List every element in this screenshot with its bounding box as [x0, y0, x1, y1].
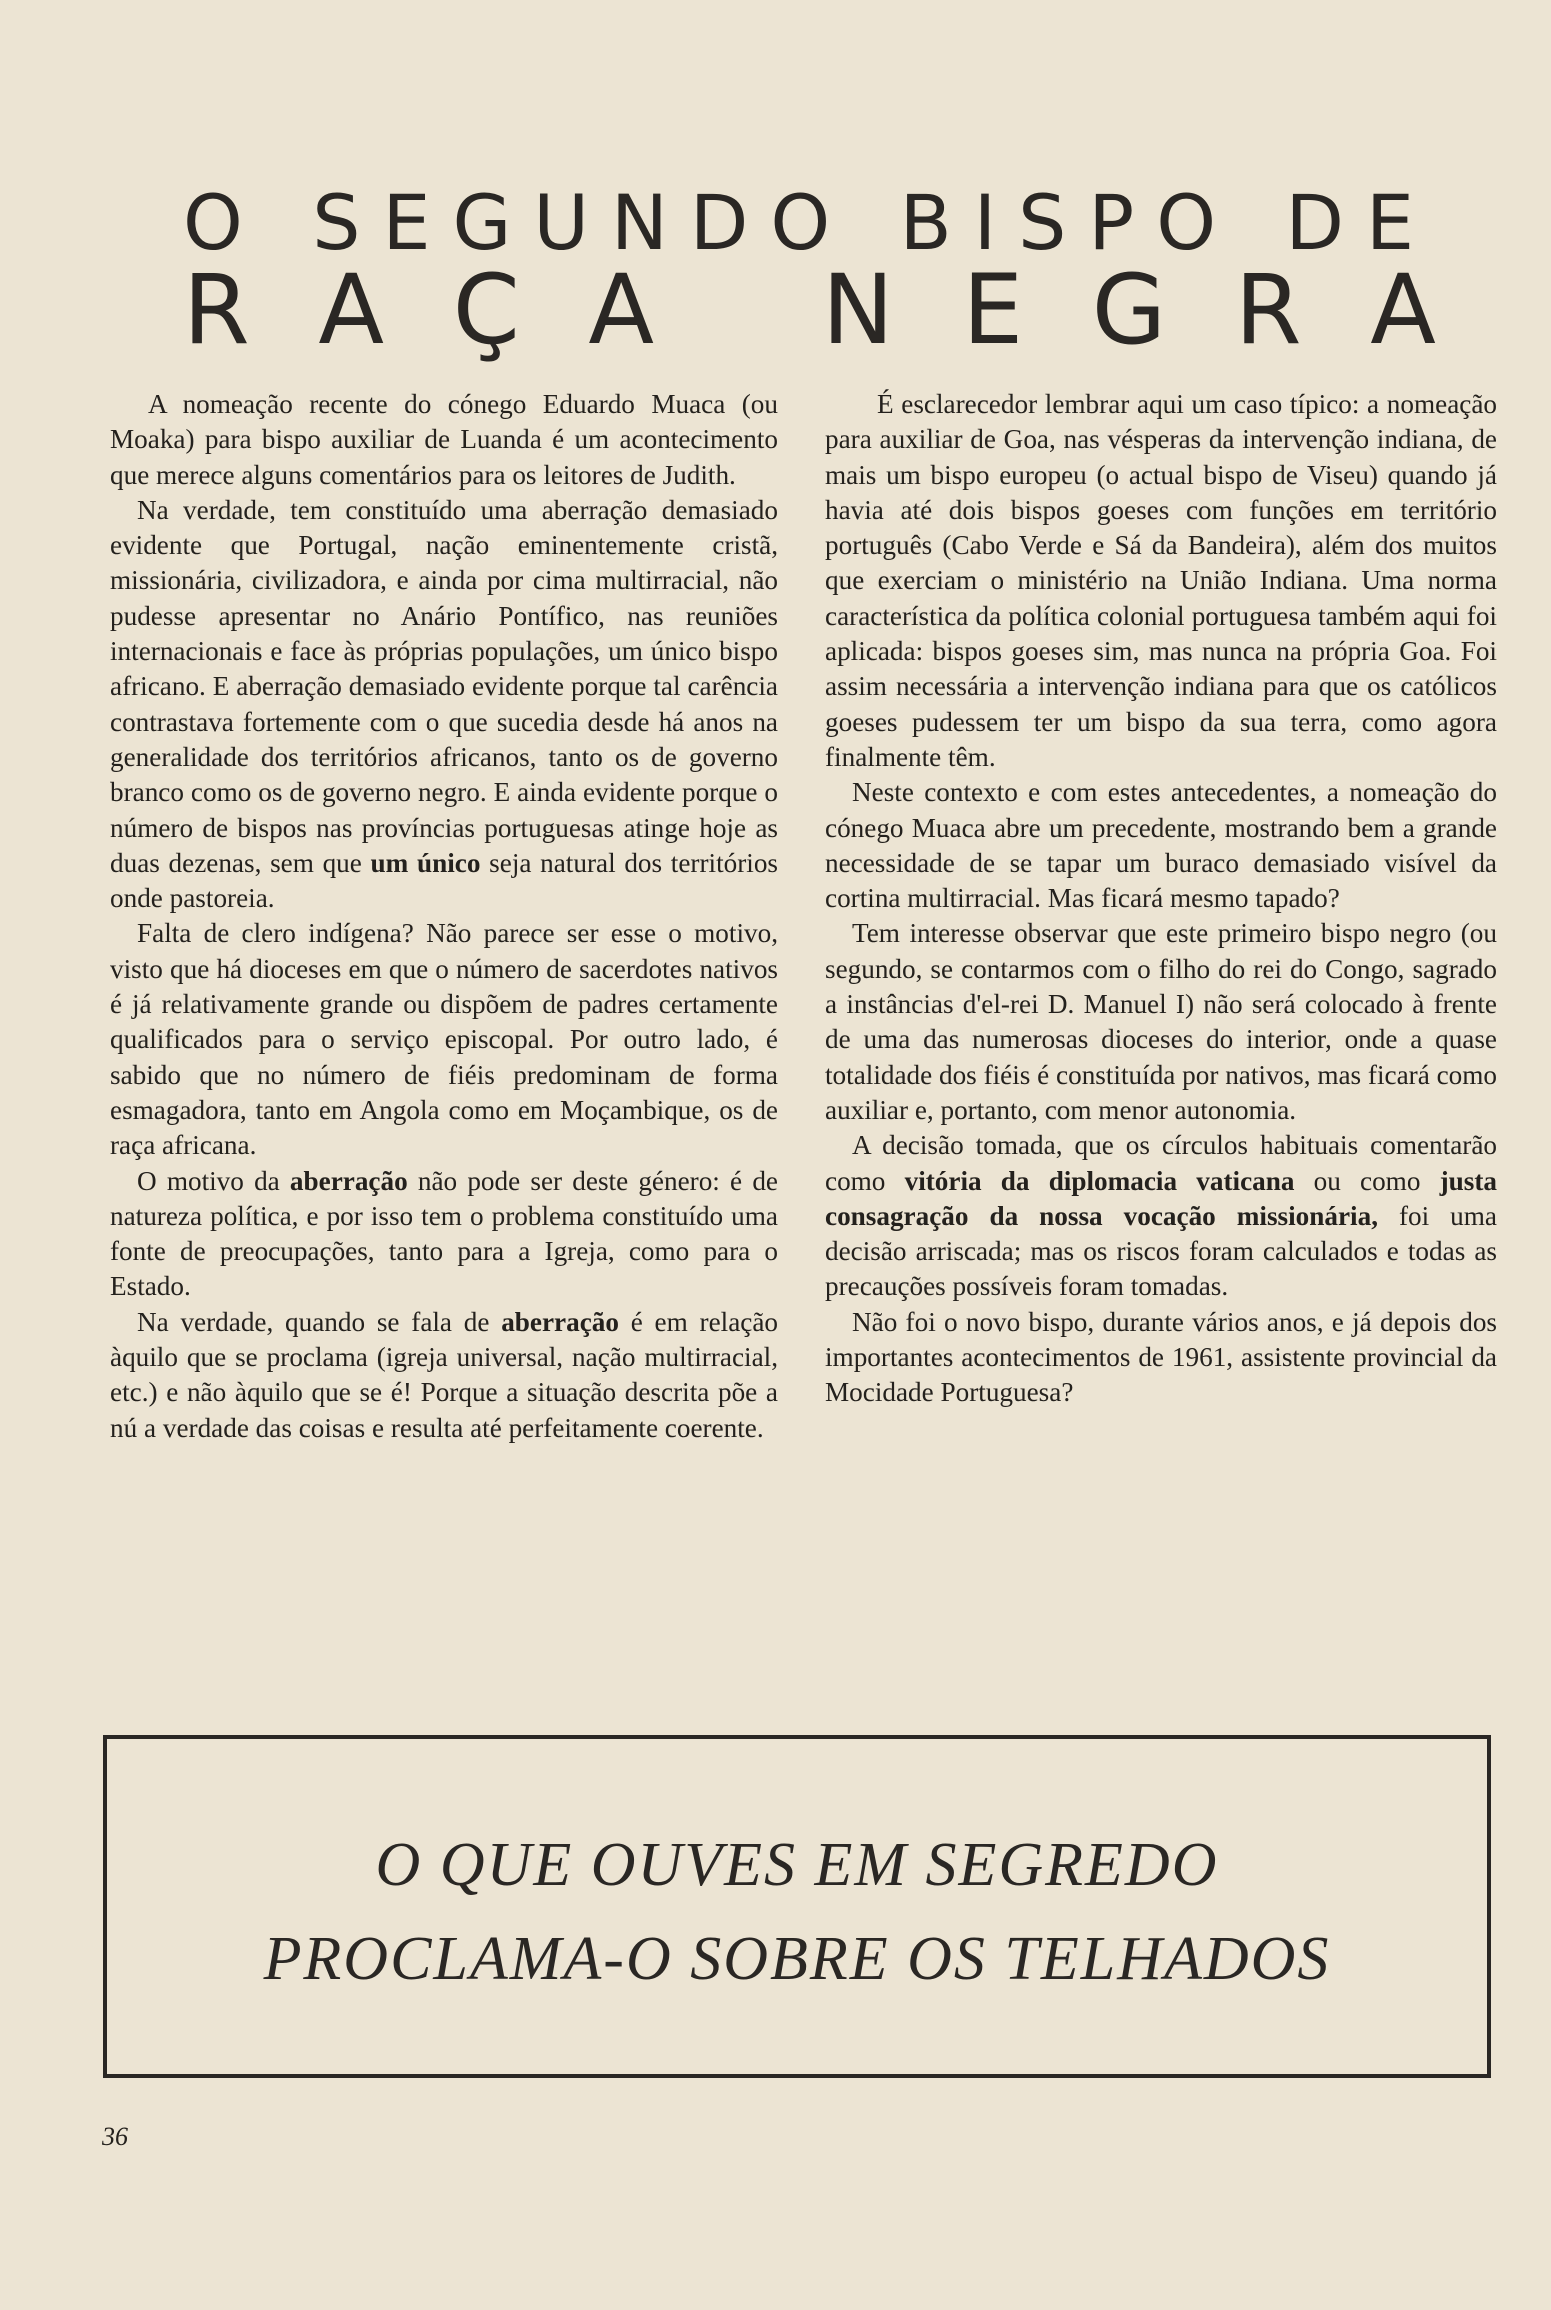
title-letter: E: [962, 254, 1024, 366]
left-column: [110, 387, 778, 1446]
title-letter: G: [1091, 254, 1167, 366]
paragraph-text: Na verdade, tem constituído uma aberração demasiado evidente que Portugal, nação eminentemente cristã, missionária, civilizadora, e ainda por cima multirracial, não pudesse apresentar no Anário Pontífico, nas reuniões internacionais e face às próprias populações, um único bispo africano. E aberração demasiado evidente porque tal carência contrastava fortemente com o que sucedia desde há anos na generalidade dos territórios africanos, tanto os de governo branco como os de governo negro. E ainda evidente porque o número de bispos nas províncias portuguesas atinge hoje as duas dezenas, sem que: [110, 494, 778, 878]
bold-phrase: aberração: [289, 1165, 408, 1196]
title-letter: R: [183, 254, 250, 366]
title-letter: A: [318, 254, 385, 366]
paragraph: [110, 493, 778, 917]
title-word-gap: [723, 254, 754, 366]
quote-line-2: PROCLAMA-O SOBRE OS TELHADOS: [263, 1925, 1331, 1993]
paragraph: Tem interesse observar que este primeiro bispo negro (ou segundo, se contarmos com o filho do rei do Congo, sagrado a instâncias d'el-rei D. Manuel I) não será colocado à frente de uma das numerosas dioceses do interior, onde a quase totalidade dos fiéis é constituída por nativos, mas ficará como auxiliar e, portanto, com menor autonomia.: [825, 918, 1497, 1125]
paragraph: É esclarecedor lembrar aqui um caso típico: a nomeação para auxiliar de Goa, nas vésperas da intervenção indiana, de mais um bispo europeu (o actual bispo de Viseu) quando já havia até dois bispos goeses com funções em território português (Cabo Verde e Sá da Bandeira), além dos muitos que exerciam o ministério na União Indiana. Uma norma característica da política colonial portuguesa também aqui foi aplicada: bispos goeses sim, mas nunca na própria Goa. Foi assim necessária a intervenção indiana para que os católicos goeses pudessem ter um bispo da sua terra, como agora finalmente têm.: [825, 389, 1497, 772]
paragraph-text: foi uma decisão arriscada; mas os riscos foram calculados e todas as precauções possíveis foram tomadas.: [825, 1200, 1497, 1302]
paragraph: Não foi o novo bispo, durante vários anos, e já depois dos importantes acontecimentos de 1961, assistente provincial da Mocidade Portuguesa?: [825, 1306, 1497, 1408]
title-letter: Ç: [452, 254, 520, 366]
title-line-2: [183, 254, 1436, 366]
paragraph-text: ou como: [1294, 1165, 1440, 1196]
title-letter: A: [1370, 254, 1436, 366]
title-line-1: [183, 178, 1436, 267]
paragraph: [825, 1128, 1497, 1304]
bold-phrase: aberração: [501, 1306, 619, 1337]
paragraph-text: é em relação àquilo que se proclama (igreja universal, nação multirracial, etc.) e não àquilo que se é! Porque a situação descrita põe a nú a verdade das coisas e resulta até perfeitamente coerente.: [110, 1306, 778, 1443]
quote-box: [103, 1735, 1491, 2078]
title-word-de: DE: [1285, 178, 1436, 267]
paragraph: A nomeação recente do cónego Eduardo Muaca (ou Moaka) para bispo auxiliar de Luanda é um acontecimento que merece alguns comentários para os leitores de Judith.: [110, 389, 778, 490]
paragraph: [110, 1164, 778, 1305]
paragraph-text: não pode ser deste género: é de natureza política, e por isso tem o problema constituído uma fonte de preocupações, tanto para a Igreja, como para o Estado.: [110, 1165, 778, 1302]
title-word-bispo: BISPO: [899, 178, 1239, 267]
paragraph-text: A decisão tomada, que os círculos habituais comentarão como: [825, 1130, 1497, 1196]
paragraph: [110, 1305, 778, 1446]
title-word-segundo: SEGUNDO: [312, 178, 853, 267]
page-number: 36: [102, 2122, 128, 2151]
title-letter: N: [821, 254, 894, 366]
paragraph-text: O motivo da: [137, 1165, 290, 1196]
paragraph: Falta de clero indígena? Não parece ser esse o motivo, visto que há dioceses em que o número de sacerdotes nativos é já relativamente grande ou dispõem de padres certamente qualificados para o serviço episcopal. Por outro lado, é sabido que no número de fiéis predominam de forma esmagadora, tanto em Angola como em Moçambique, os de raça africana.: [110, 918, 778, 1161]
paragraph: Neste contexto e com estes antecedentes, a nomeação do cónego Muaca abre um precedente, mostrando bem a grande necessidade de se tapar um buraco demasiado visível da cortina multirracial. Mas ficará mesmo tapado?: [825, 777, 1497, 914]
quote-line-1: O QUE OUVES EM SEGREDO: [375, 1831, 1219, 1899]
title-word-o: O: [183, 178, 265, 267]
paragraph-text: Na verdade, quando se fala de: [137, 1306, 502, 1337]
title-letter: R: [1234, 254, 1302, 366]
bold-phrase: vitória da diplomacia vaticana: [904, 1165, 1295, 1196]
bold-phrase: um único: [370, 847, 481, 878]
bold-phrase: justa consagração da nossa vocação missionária,: [825, 1165, 1498, 1231]
paragraph-text: seja natural dos territórios onde pastoreia.: [110, 847, 779, 914]
title-letter: A: [588, 254, 655, 366]
right-column: [825, 387, 1497, 1411]
